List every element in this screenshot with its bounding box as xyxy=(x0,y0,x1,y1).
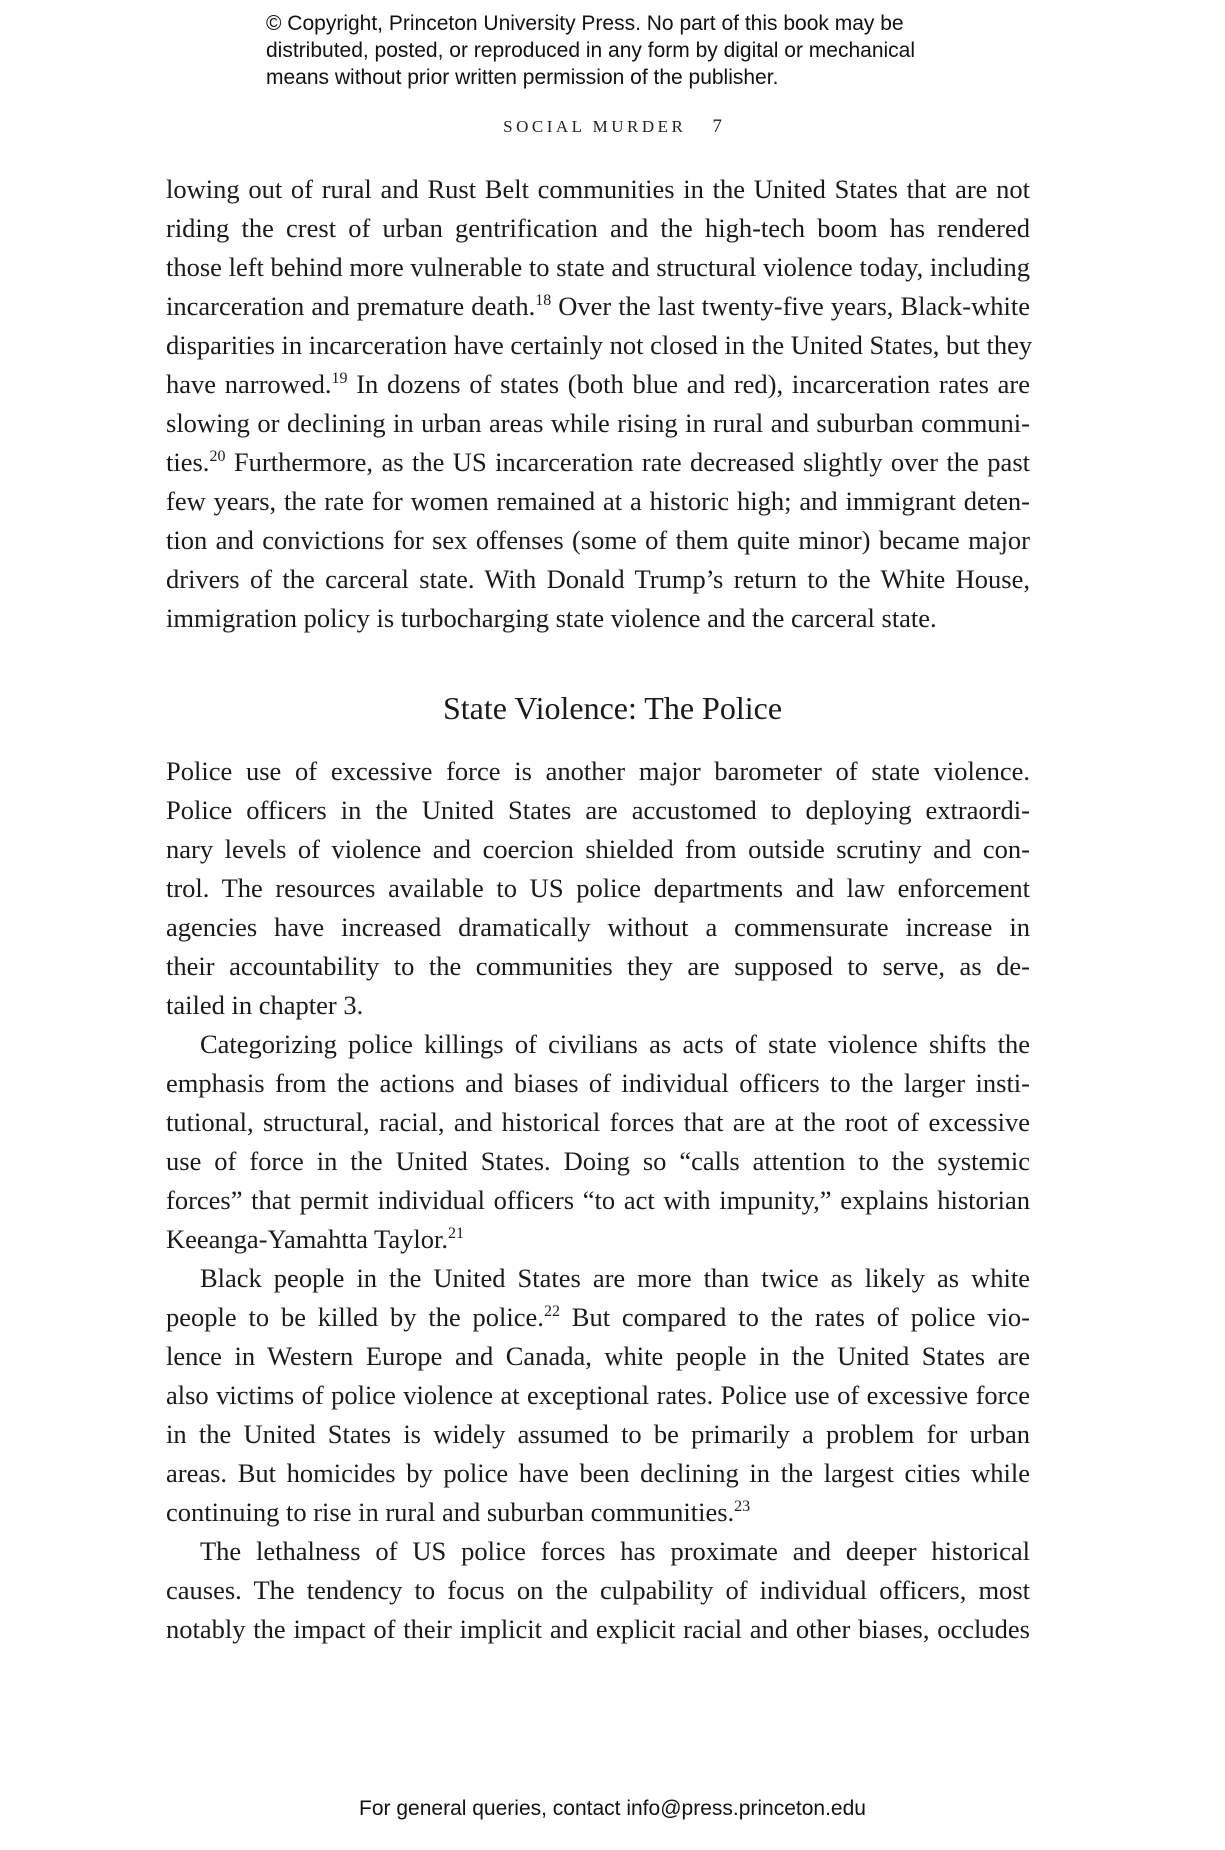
text-line: notably the impact of their implicit and explicit racial and other biases, occludes xyxy=(166,1614,1030,1644)
text-span: But compared to the rates of police vio- xyxy=(559,1302,1030,1332)
text-span: have narrowed. xyxy=(166,369,332,399)
footnote-ref: 20 xyxy=(209,448,226,465)
text-line: tutional, structural, racial, and historical forces that are at the root of excessive xyxy=(166,1107,1030,1137)
text-line: The lethalness of US police forces has proximate and deeper historical xyxy=(200,1536,1030,1566)
text-line: use of force in the United States. Doing so “calls attention to the systemic xyxy=(166,1146,1030,1176)
footnote-ref: 18 xyxy=(535,292,552,309)
text-line xyxy=(166,365,1030,404)
paragraph-police-force xyxy=(166,752,1030,1025)
text-line: in the United States is widely assumed to be primarily a problem for urban xyxy=(166,1419,1030,1449)
text-line: disparities in incarceration have certainly not closed in the United States, but they xyxy=(166,330,1033,360)
copyright-line: means without prior written permission of the publisher. xyxy=(266,66,779,89)
text-span: people to be killed by the police. xyxy=(166,1302,544,1332)
paragraph-racial-disparities xyxy=(166,1259,1030,1532)
text-line xyxy=(166,1298,1030,1337)
text-line xyxy=(166,1220,1030,1259)
text-line: tion and convictions for sex offenses (some of them quite minor) became major xyxy=(166,525,1030,555)
text-span: incarceration and premature death. xyxy=(166,291,536,321)
footnote-ref: 22 xyxy=(543,1303,560,1320)
paragraph-lethalness xyxy=(166,1532,1030,1649)
copyright-line: distributed, posted, or reproduced in any form by digital or mechanical xyxy=(266,39,916,62)
text-line: Police use of excessive force is another major barometer of state violence. xyxy=(166,756,1030,786)
text-span: In dozens of states (both blue and red), incarceration rates are xyxy=(347,369,1030,399)
copyright-line: © Copyright, Princeton University Press. No part of this book may be xyxy=(266,12,904,35)
footnote-ref: 21 xyxy=(447,1225,464,1242)
text-line: agencies have increased dramatically without a commensurate increase in xyxy=(166,912,1030,942)
text-span: Keeanga-Yamahtta Taylor. xyxy=(166,1224,448,1254)
footnote-ref: 19 xyxy=(331,370,348,387)
text-line xyxy=(166,1493,1030,1532)
text-line xyxy=(166,287,1030,326)
text-span: Furthermore, as the US incarceration rate decreased slightly over the past xyxy=(225,447,1030,477)
text-line: Black people in the United States are more than twice as likely as white xyxy=(200,1263,1030,1293)
text-line: nary levels of violence and coercion shielded from outside scrutiny and con- xyxy=(166,834,1030,864)
text-line: immigration policy is turbocharging state violence and the carceral state. xyxy=(166,603,937,633)
text-line: riding the crest of urban gentrification and the high-tech boom has rendered xyxy=(166,213,1030,243)
running-head-title: SOCIAL MURDER xyxy=(503,117,687,136)
text-line: areas. But homicides by police have been declining in the largest cities while xyxy=(166,1458,1030,1488)
section-heading: State Violence: The Police xyxy=(442,690,783,726)
text-line: also victims of police violence at exceptional rates. Police use of excessive force xyxy=(166,1380,1030,1410)
text-line: lence in Western Europe and Canada, white people in the United States are xyxy=(166,1341,1030,1371)
text-line: Police officers in the United States are accustomed to deploying extraordi- xyxy=(166,795,1030,825)
paragraph-carceral-trends xyxy=(166,170,1033,638)
running-head xyxy=(0,116,1225,138)
text-line: their accountability to the communities they are supposed to serve, as de- xyxy=(166,951,1030,981)
text-line: drivers of the carceral state. With Donald Trump’s return to the White House, xyxy=(166,564,1030,594)
text-line: slowing or declining in urban areas while rising in rural and suburban communi- xyxy=(166,408,1030,438)
text-line: trol. The resources available to US police departments and law enforcement xyxy=(166,873,1030,903)
text-line: emphasis from the actions and biases of individual officers to the larger insti- xyxy=(166,1068,1030,1098)
text-span: ties. xyxy=(166,447,210,477)
text-line xyxy=(166,443,1030,482)
text-line: few years, the rate for women remained at a historic high; and immigrant deten- xyxy=(166,486,1030,516)
paragraph-categorizing-killings xyxy=(166,1025,1030,1259)
text-line: those left behind more vulnerable to state and structural violence today, including xyxy=(166,252,1030,282)
footer-contact: For general queries, contact info@press.princeton.edu xyxy=(359,1797,866,1820)
text-line: Categorizing police killings of civilians as acts of state violence shifts the xyxy=(200,1029,1030,1059)
text-line: lowing out of rural and Rust Belt communities in the United States that are not xyxy=(166,174,1030,204)
text-line: causes. The tendency to focus on the culpability of individual officers, most xyxy=(166,1575,1030,1605)
copyright-notice xyxy=(266,10,1026,91)
text-line: tailed in chapter 3. xyxy=(166,990,364,1020)
footnote-ref: 23 xyxy=(734,1498,751,1515)
text-span: continuing to rise in rural and suburban communities. xyxy=(166,1497,735,1527)
text-line: forces” that permit individual officers “to act with impunity,” explains historian xyxy=(166,1185,1030,1215)
page-number: 7 xyxy=(712,116,722,137)
text-span: Over the last twenty-five years, Black-white xyxy=(551,291,1030,321)
